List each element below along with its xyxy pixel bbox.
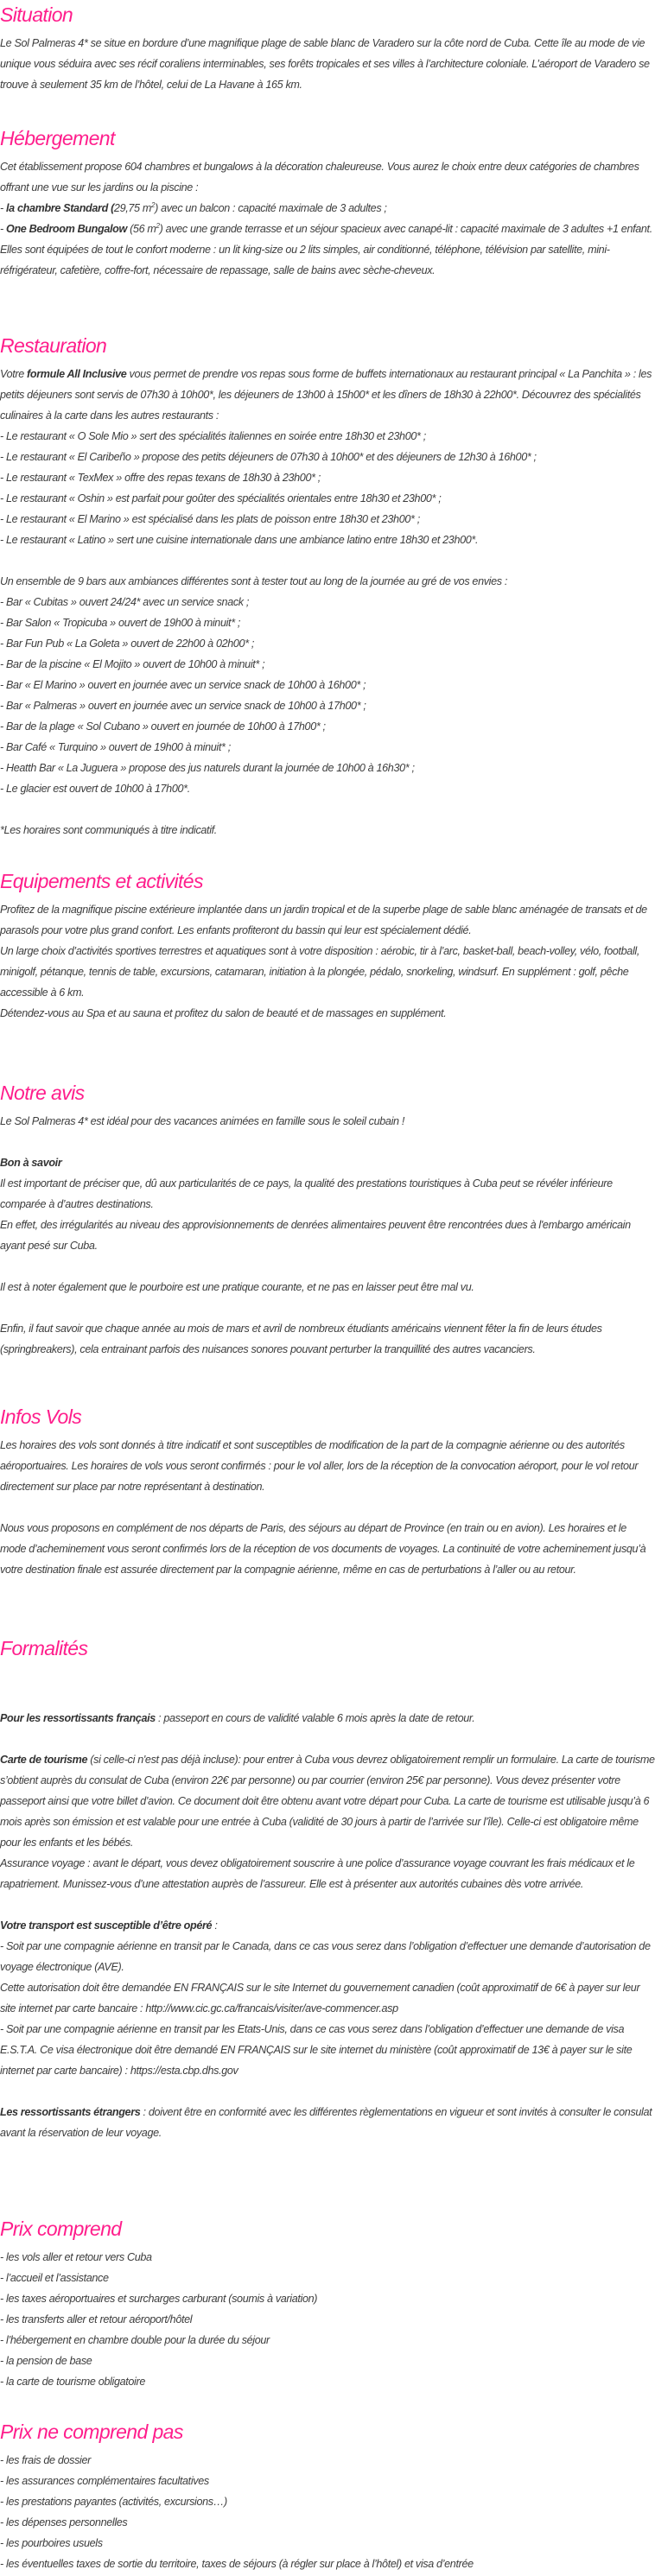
room-size-unit-sup: 2 [150, 200, 156, 209]
restaurant-item: - Le restaurant « Latino » sert une cuisine internationale dans une ambiance latino entre 18h30 et 23h00*. [0, 534, 479, 546]
situation-text: Le Sol Palmeras 4* se situe en bordure d’une magnifique plage de sable blanc de Varadero sur la côte nord de Cuba. Cette île au mode de vie unique vous séduira avec ses récif coraliens interminables, ses forêts tropicales et ses villes à l’architecture coloniale. L’aéroport de Varadero se trouve à seulement 35 km de l’hôtel, celui de La Havane à 165 km. [0, 37, 650, 91]
section-title-prix-comprend: Prix comprend [0, 2218, 122, 2240]
prix-comprend-list [0, 2247, 655, 2392]
equipements-activities: Un large choix d’activités sportives terrestres et aquatiques sont à votre disposition : aérobic, tir à l’arc, basket-ball, beach-volley, vélo, football, minigolf, pétanque, tennis de table, excursions, catamaran, initiation à la plongée, pédalo, snorkeling, windsurf. En supplément : golf, pêche accessible à 6 km. [0, 945, 640, 999]
list-item: - l’accueil et l’assistance [0, 2272, 109, 2284]
avis-tips: Il est à noter également que le pourboire est une pratique courante, et ne pas en laisser peut être mal vu. [0, 1281, 474, 1293]
transport-canada-ave: Cette autorisation doit être demandée EN FRANÇAIS sur le site Internet du gouvernement canadien (coût approximatif de 6€ à payer sur leur site internet par carte bancaire : http://www.cic.gc.ca/francais/visiter/ave-commencer.asp [0, 1982, 640, 2014]
section-title-formalites: Formalités [0, 1637, 88, 1659]
avis-summary: Le Sol Palmeras 4* est idéal pour des vacances animées en famille sous le soleil cubain ! [0, 1115, 404, 1127]
room-size: (56 m [126, 223, 156, 235]
hebergement-body [0, 156, 655, 281]
room-size-unit-sup: 2 [156, 221, 160, 230]
bars-intro: Un ensemble de 9 bars aux ambiances différentes sont à tester tout au long de la journée au gré de vos envies : [0, 575, 508, 587]
bar-item: - Le glacier est ouvert de 10h00 à 17h00*. [0, 783, 190, 795]
equipements-body [0, 899, 655, 1024]
room-bungalow [0, 219, 655, 239]
room-desc: ) avec un balcon : capacité maximale de 3 adultes ; [155, 202, 387, 214]
transport-canada: - Soit par une compagnie aérienne en transit par le Canada, dans ce cas vous serez dans l’obligation d’effectuer une demande d’autorisation de voyage électronique (AVE). [0, 1940, 651, 1973]
restaurant-item: - Le restaurant « El Marino » est spécialisé dans les plats de poisson entre 18h30 et 23h00* ; [0, 513, 420, 525]
avis-body [0, 1111, 655, 1360]
section-title-infos-vols: Infos Vols [0, 1405, 82, 1428]
formalites-carte-tourisme [0, 1749, 655, 1853]
room-desc: ) avec une grande terrasse et un séjour spacieux avec canapé-lit : capacité maximale de 3 adultes +1 enfant. [159, 223, 652, 235]
transport-colon: : [212, 1919, 218, 1932]
avis-springbreak: Enfin, il faut savoir que chaque année au mois de mars et avril de nombreux étudiants américains viennent fêter la fin de leurs études (springbreakers), cela entrainant parfois des nuisances sonores pouvant perturber la tranquillité des autres vacanciers. [0, 1323, 602, 1355]
vols-province: Nous vous proposons en complément de nos départs de Paris, des séjours au départ de Province (en train ou en avion). Les horaires et le mode d’acheminement vous seront confirmés lors de la réception de vos documents de voyages. La continuité de votre acheminement jusqu’à votre destination finale est assurée directement par la compagnie aérienne, même en cas de perturbations à l’aller ou au retour. [0, 1522, 646, 1576]
section-title-restauration: Restauration [0, 334, 107, 357]
francais-text: : passeport en cours de validité valable 6 mois après la date de retour. [155, 1712, 475, 1724]
list-item: - les prestations payantes (activités, excursions…) [0, 2496, 227, 2508]
section-avis [0, 1080, 655, 1360]
bar-item: - Bar Café « Turquino » ouvert de 19h00 à minuit* ; [0, 741, 231, 753]
bar-item: - Bar de la piscine « El Mojito » ouvert de 10h00 à minuit* ; [0, 658, 265, 670]
formalites-transport [0, 1915, 655, 1936]
carte-label: Carte de tourisme [0, 1754, 88, 1766]
transport-usa: - Soit par une compagnie aérienne en transit par les Etats-Unis, dans ce cas vous serez dans l’obligation d’effectuer une demande de visa E.S.T.A. Ce visa électronique doit être demandé EN FRANÇAIS sur le site internet du ministère (coût approximatif de 13€ à payer sur le site internet par carte bancaire) : https://esta.cbp.dhs.gov [0, 2023, 633, 2077]
etrangers-text: : doivent être en conformité avec les différentes règlementations en vigueur et sont invités à consulter le consulat avant la réservation de leur voyage. [0, 2106, 652, 2139]
section-equipements [0, 868, 655, 1024]
list-item: - la pension de base [0, 2355, 92, 2367]
list-item: - les dépenses personnelles [0, 2516, 128, 2528]
list-item: - les vols aller et retour vers Cuba [0, 2251, 152, 2263]
section-infos-vols [0, 1404, 655, 1580]
vols-schedule: Les horaires des vols sont donnés à titre indicatif et sont susceptibles de modification de la part de la compagnie aérienne ou des autorités aéroportuaires. Les horaires de vols vous seront confirmés : pour le vol aller, lors de la réception de la convocation aéroport, pour le vol retour directement sur place par notre représentant à destination. [0, 1439, 639, 1493]
section-title-equipements: Equipements et activités [0, 870, 203, 892]
prix-ne-comprend-pas-list [0, 2450, 655, 2574]
list-dash: - [0, 202, 6, 214]
carte-text: (si celle-ci n'est pas déjà incluse): pour entrer à Cuba vous devrez obligatoirement remplir un formulaire. La carte de tourisme s’obtient auprès du consulat de Cuba (environ 22€ par personne) ou par courrier (environ 25€ par personne). Vous devez présenter votre passeport ainsi que votre billet d’avion. Ce document doit être obtenu avant votre départ pour Cuba. La carte de tourisme est utilisable jusqu’à 6 mois après son émission et est valable pour une entrée à Cuba (validité de 30 jours à partir de l’arrivée sur l’île). Celle-ci est obligatoire même pour les enfants et les bébés. [0, 1754, 655, 1849]
bar-item: - Bar « Palmeras » ouvert en journée avec un service snack de 10h00 à 17h00* ; [0, 700, 366, 712]
formalites-assurance: Assurance voyage : avant le départ, vous devez obligatoirement souscrire à une police d’assurance voyage couvrant les frais médicaux et le rapatriement. Munissez-vous d’une attestation auprès de l’assureur. Elle est à présenter aux autorités cubaines dès votre arrivée. [0, 1857, 635, 1890]
section-prix-ne-comprend-pas [0, 2419, 655, 2574]
vols-body [0, 1435, 655, 1580]
section-hebergement [0, 125, 655, 281]
section-restauration [0, 333, 655, 841]
restauration-body [0, 364, 655, 841]
room-name: One Bedroom Bungalow [6, 223, 127, 235]
list-item: - les éventuelles taxes de sortie du territoire, taxes de séjours (à régler sur place à l’hôtel) et visa d’entrée [0, 2558, 474, 2570]
bar-item: - Bar Fun Pub « La Goleta » ouvert de 22h00 à 02h00* ; [0, 638, 255, 650]
room-size: 29,75 m [113, 202, 151, 214]
bon-a-savoir-title: Bon à savoir [0, 1157, 62, 1169]
formalites-body [0, 1708, 655, 2143]
transport-label: Votre transport est susceptible d’être opéré [0, 1919, 213, 1932]
restaurant-item: - Le restaurant « O Sole Mio » sert des spécialités italiennes en soirée entre 18h30 et 23h00* ; [0, 430, 426, 442]
section-title-situation: Situation [0, 3, 73, 26]
bar-item: - Heatth Bar « La Juguera » propose des jus naturels durant la journée de 10h00 à 16h30* ; [0, 762, 415, 774]
avis-quality: Il est important de préciser que, dû aux particularités de ce pays, la qualité des prestations touristiques à Cuba peut se révéler inférieure comparée à d’autres destinations. [0, 1177, 613, 1210]
list-item: - les frais de dossier [0, 2454, 91, 2466]
section-situation [0, 2, 655, 95]
avis-embargo: En effet, des irrégularités au niveau des approvisionnements de denrées alimentaires peuvent être rencontrées dues à l'embargo américain ayant pesé sur Cuba. [0, 1219, 631, 1252]
formalites-etrangers [0, 2102, 655, 2143]
list-item: - la carte de tourisme obligatoire [0, 2376, 145, 2388]
restaurant-item: - Le restaurant « Oshin » est parfait pour goûter des spécialités orientales entre 18h30 et 23h00* ; [0, 492, 442, 504]
section-title-prix-ne-comprend-pas: Prix ne comprend pas [0, 2421, 183, 2443]
list-item: - les assurances complémentaires facultatives [0, 2475, 209, 2487]
room-name: la chambre Standard ( [6, 202, 114, 214]
intro-pre: Votre [0, 368, 28, 380]
francais-label: Pour les ressortissants français [0, 1712, 156, 1724]
formalites-francais [0, 1708, 655, 1729]
bar-item: - Bar de la plage « Sol Cubano » ouvert en journée de 10h00 à 17h00* ; [0, 720, 326, 733]
restaurant-item: - Le restaurant « TexMex » offre des repas texans de 18h30 à 23h00* ; [0, 472, 321, 484]
list-item: - les taxes aéroportuaires et surcharges carburant (soumis à variation) [0, 2293, 318, 2305]
list-item: - l’hébergement en chambre double pour la durée du séjour [0, 2334, 270, 2346]
etrangers-label: Les ressortissants étrangers [0, 2106, 141, 2118]
section-title-avis: Notre avis [0, 1082, 85, 1104]
intro-post: vous permet de prendre vos repas sous forme de buffets internationaux au restaurant principal « La Panchita » : les petits déjeuners sont servis de 07h30 à 10h00*, les déjeuners de 13h00 à 15h00* et les dîners de 18h30 à 22h00*. Découvrez des spécialités culinaires à la carte dans les autres restaurants : [0, 368, 652, 422]
bar-item: - Bar Salon « Tropicuba » ouvert de 19h00 à minuit* ; [0, 617, 241, 629]
equipements-pool: Profitez de la magnifique piscine extérieure implantée dans un jardin tropical et de la superbe plage de sable blanc aménagée de transats et de parasols pour votre plus grand confort. Les enfants profiteront du bassin qui leur est spécialement dédié. [0, 904, 647, 936]
bar-item: - Bar « Cubitas » ouvert 24/24* avec un service snack ; [0, 596, 250, 608]
formule-all-inclusive: formule All Inclusive [27, 368, 127, 380]
hebergement-intro: Cet établissement propose 604 chambres et bungalows à la décoration chaleureuse. Vous aurez le choix entre deux catégories de chambres offrant une vue sur les jardins ou la piscine : [0, 161, 639, 194]
schedule-note: *Les horaires sont communiqués à titre indicatif. [0, 824, 217, 836]
list-dash: - [0, 223, 6, 235]
hebergement-comfort: Elles sont équipées de tout le confort moderne : un lit king-size ou 2 lits simples, air conditionné, téléphone, télévision par satellite, mini-réfrigérateur, cafetière, coffre-fort, nécessaire de repassage, salle de bains avec sèche-cheveux. [0, 244, 610, 276]
section-title-hebergement: Hébergement [0, 127, 115, 149]
section-formalites [0, 1635, 655, 2143]
bar-item: - Bar « El Marino » ouvert en journée avec un service snack de 10h00 à 16h00* ; [0, 679, 366, 691]
restaurant-item: - Le restaurant « El Caribeño » propose des petits déjeuners de 07h30 à 10h00* et des déjeuners de 12h30 à 16h00* ; [0, 451, 537, 463]
list-item: - les pourboires usuels [0, 2537, 103, 2549]
equipements-spa: Détendez-vous au Spa et au sauna et profitez du salon de beauté et de massages en supplément. [0, 1007, 447, 1019]
restauration-intro [0, 364, 655, 426]
list-item: - les transferts aller et retour aéroport/hôtel [0, 2313, 193, 2325]
room-standard [0, 198, 655, 219]
section-prix-comprend [0, 2216, 655, 2392]
